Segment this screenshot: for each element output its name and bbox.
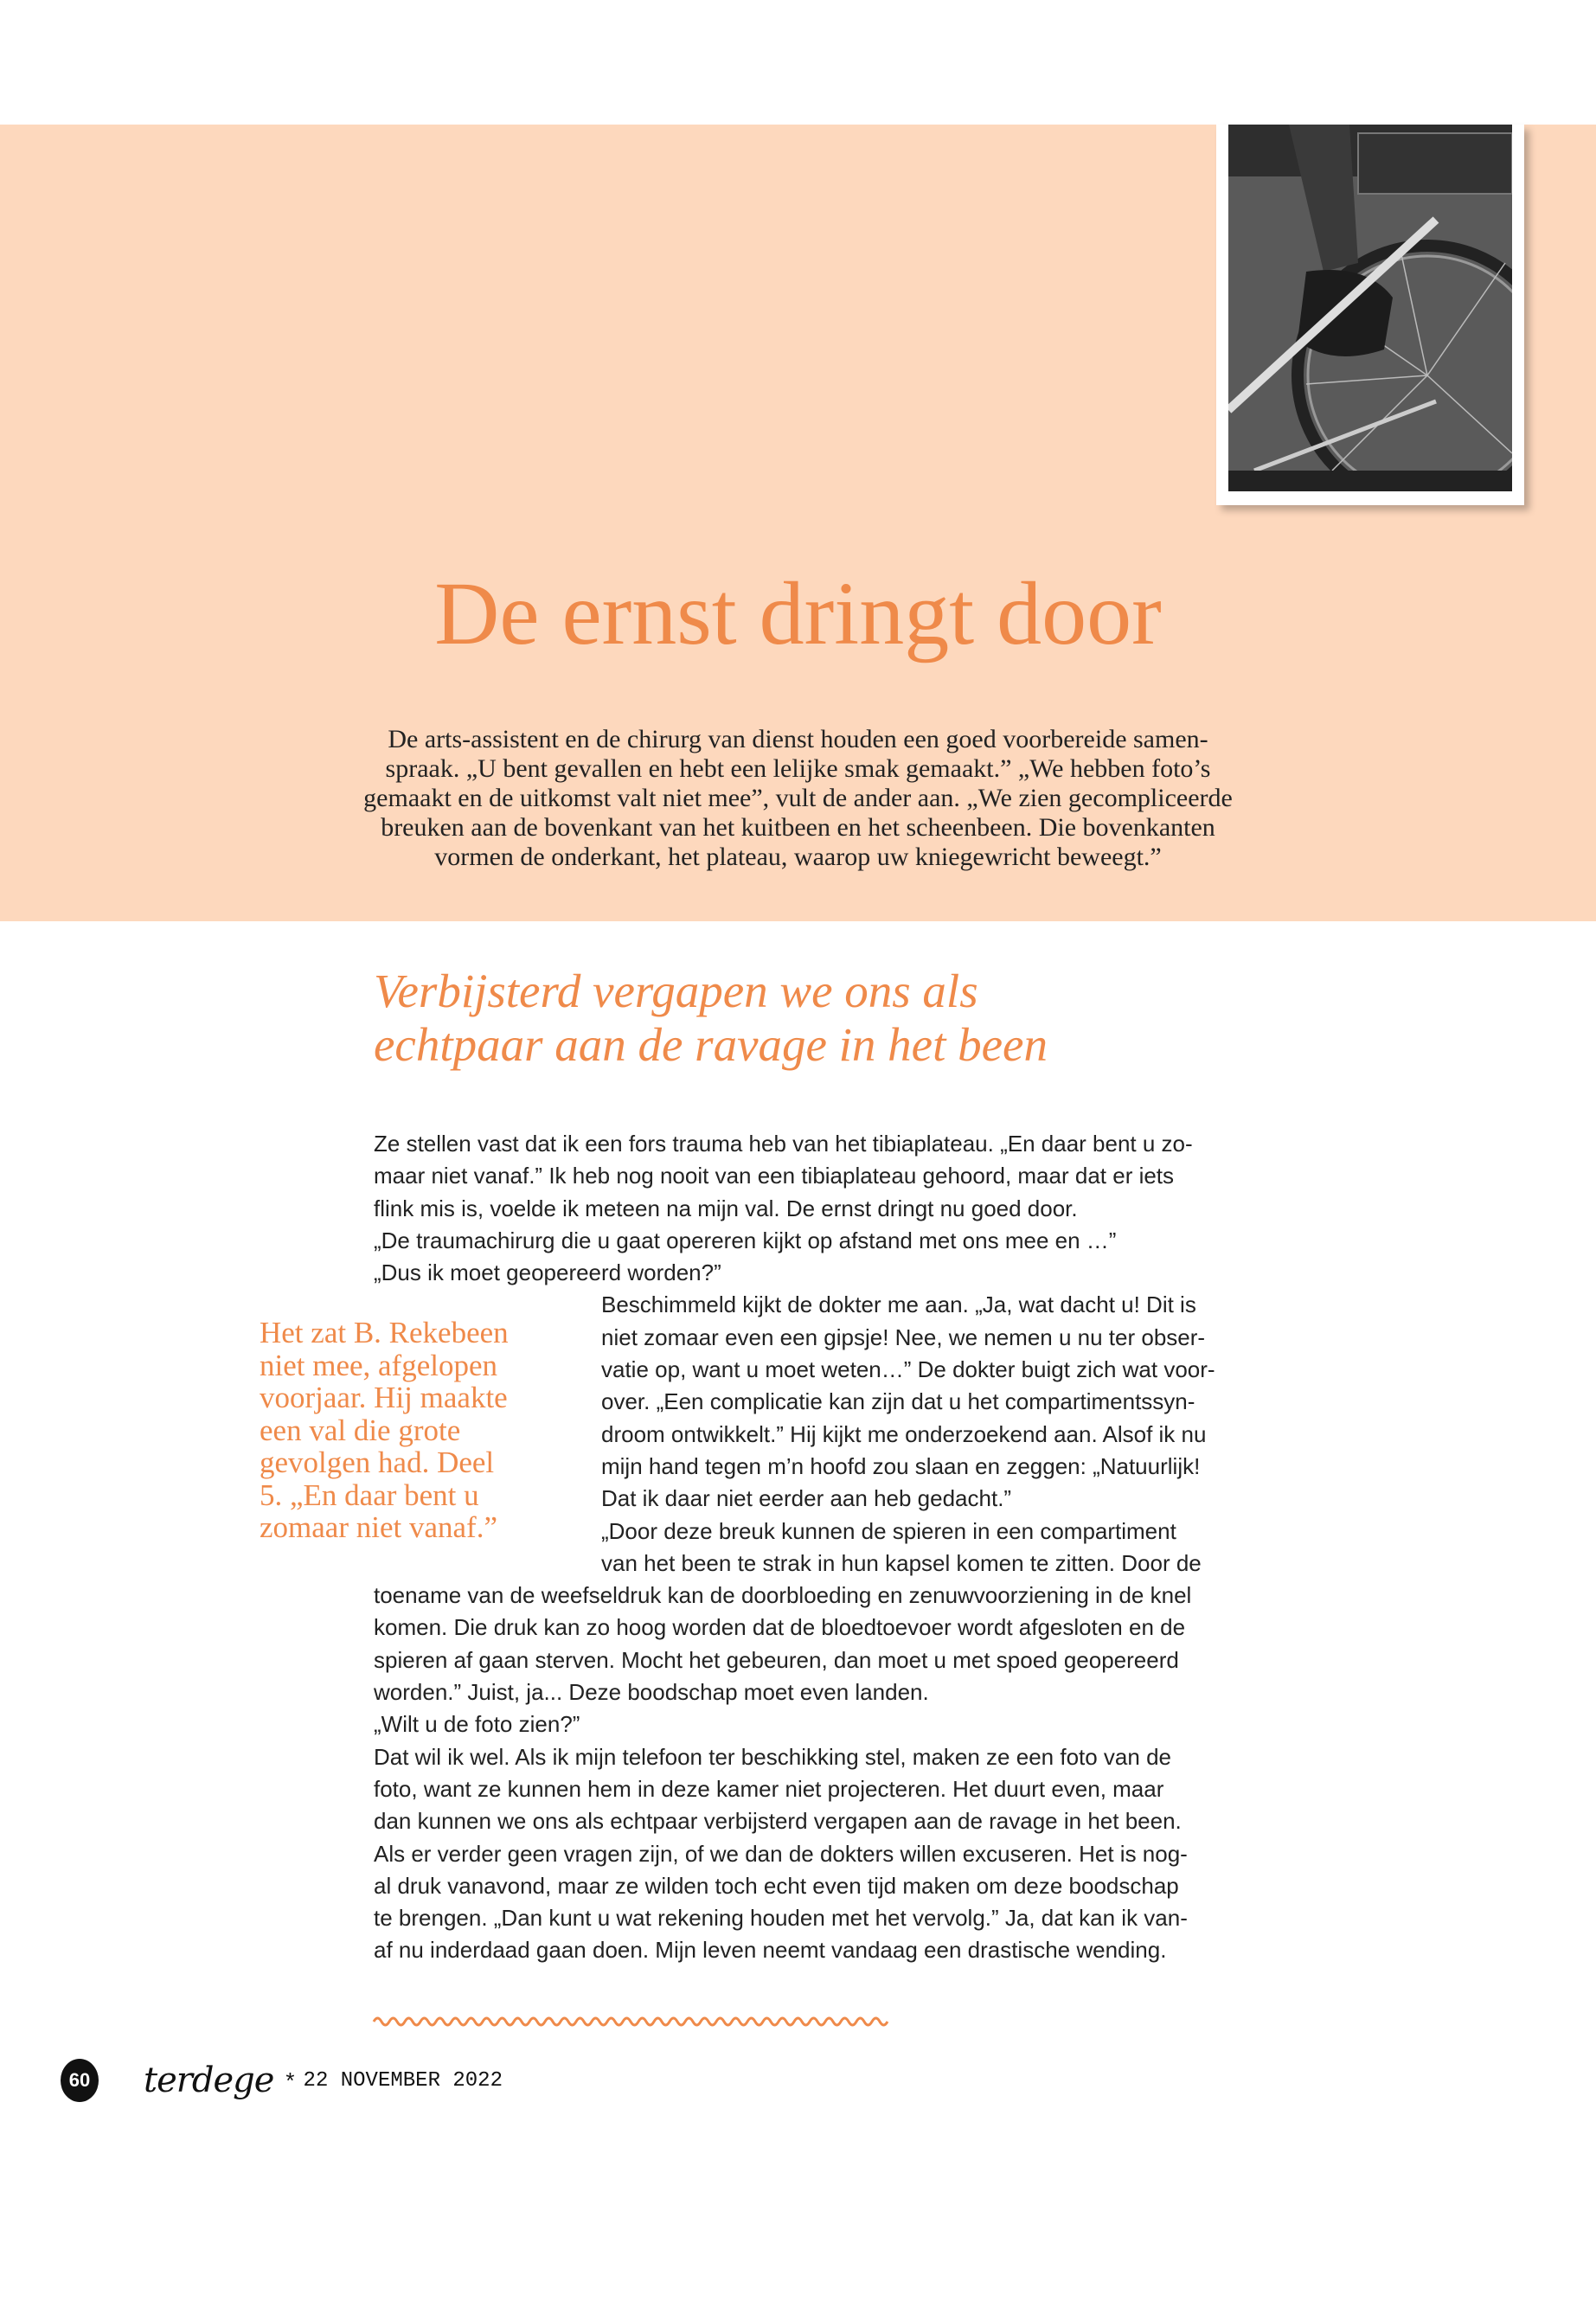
intro-line: gemaakt en de uitkomst valt niet mee”, vult de ander aan. „We zien gecompliceerde (363, 784, 1233, 812)
body-line: over. „Een complicatie kan zijn dat u het compartimentssyn- (601, 1388, 1195, 1415)
intro-paragraph (216, 725, 1380, 872)
body-line: toename van de weefseldruk kan de doorbloeding en zenuwvoorziening in de knel (374, 1582, 1192, 1609)
asterisk-icon: * (285, 2067, 295, 2093)
body-line: te brengen. „Dan kunt u wat rekening houden met het vervolg.” Ja, dat kan ik van- (374, 1905, 1188, 1932)
bicycle-photo (1216, 125, 1524, 505)
body-line: „Wilt u de foto zien?” (374, 1711, 580, 1738)
subheading-line: echtpaar aan de ravage in het been (374, 1018, 1048, 1071)
body-line: komen. Die druk kan zo hoog worden dat de bloedtoevoer wordt afgesloten en de (374, 1614, 1186, 1641)
wavy-divider (372, 2011, 891, 2032)
bicycle-image (1228, 125, 1512, 491)
body-line: worden.” Juist, ja... Deze boodschap moet even landen. (374, 1679, 929, 1706)
body-line: niet zomaar even een gipsje! Nee, we nemen u nu ter obser- (601, 1324, 1206, 1350)
terdege-logo: terdege (144, 2061, 274, 2100)
page-footer (61, 2059, 503, 2102)
body-line: af nu inderdaad gaan doen. Mijn leven neemt vandaag een drastische wending. (374, 1937, 1167, 1964)
subheading (374, 965, 1048, 1072)
body-line: vatie op, want u moet weten…” De dokter buigt zich wat voor- (601, 1356, 1215, 1383)
body-line: Dat ik daar niet eerder aan heb gedacht.” (601, 1485, 1012, 1512)
body-line: „De traumachirurg die u gaat opereren kijkt op afstand met ons mee en …” (374, 1227, 1117, 1253)
body-line: Als er verder geen vragen zijn, of we dan de dokters willen excuseren. Het is nog- (374, 1840, 1188, 1867)
body-line: flink mis is, voelde ik meteen na mijn val. De ernst dringt nu goed door. (374, 1195, 1078, 1221)
body-line: van het been te strak in hun kapsel komen te zitten. Door de (601, 1549, 1202, 1576)
subheading-line: Verbijsterd vergapen we ons als (374, 965, 978, 1017)
pull-quote-line: zomaar niet vanaf.” (260, 1510, 497, 1544)
body-line: spieren af gaan sterven. Mocht het gebeuren, dan moet u met spoed geopereerd (374, 1646, 1179, 1673)
pull-quote-line: gevolgen had. Deel (260, 1445, 495, 1479)
intro-line: spraak. „U bent gevallen en hebt een lelijke smak gemaakt.” „We hebben foto’s (385, 754, 1211, 783)
body-line: al druk vanavond, maar ze wilden toch echt even tijd maken om deze boodschap (374, 1872, 1179, 1899)
pull-quote-line: een val die grote (260, 1413, 461, 1447)
body-line: Dat wil ik wel. Als ik mijn telefoon ter beschikking stel, maken ze een foto van de (374, 1743, 1171, 1770)
body-line: mijn hand tegen m’n hoofd zou slaan en zeggen: „Natuurlijk! (601, 1452, 1201, 1479)
pull-quote-line: voorjaar. Hij maakte (260, 1381, 508, 1414)
body-line: dan kunnen we ons als echtpaar verbijsterd vergapen aan de ravage in het been. (374, 1808, 1182, 1835)
pull-quote (260, 1317, 509, 1544)
body-line: Beschimmeld kijkt de dokter me aan. „Ja, wat dacht u! Dit is (601, 1292, 1196, 1318)
intro-line: vormen de onderkant, het plateau, waarop uw kniegewricht beweegt.” (434, 843, 1162, 871)
body-line: „Door deze breuk kunnen de spieren in een compartiment (601, 1517, 1176, 1544)
body-line: „Dus ik moet geopereerd worden?” (374, 1259, 721, 1286)
page-number: 60 (61, 2059, 99, 2102)
body-line: Ze stellen vast dat ik een fors trauma heb van het tibiaplateau. „En daar bent u zo- (374, 1131, 1193, 1157)
body-line: droom ontwikkelt.” Hij kijkt me onderzoekend aan. Alsof ik nu (601, 1420, 1207, 1447)
article-title: De ernst dringt door (434, 564, 1162, 663)
body-text (374, 1128, 1215, 1967)
issue-date: 22 NOVEMBER 2022 (303, 2068, 503, 2093)
body-line: maar niet vanaf.” Ik heb nog nooit van een tibiaplateau gehoord, maar dat er iets (374, 1163, 1175, 1189)
body-line: foto, want ze kunnen hem in deze kamer niet projecteren. Het duurt even, maar (374, 1775, 1164, 1802)
pull-quote-line: 5. „En daar bent u (260, 1477, 479, 1512)
pull-quote-line: Het zat B. Rekebeen (260, 1316, 509, 1349)
pull-quote-line: niet mee, afgelopen (260, 1348, 498, 1382)
intro-line: De arts-assistent en de chirurg van dienst houden een goed voorbereide samen- (388, 725, 1208, 753)
intro-line: breuken aan de bovenkant van het kuitbeen en het scheenbeen. Die bovenkanten (381, 813, 1215, 842)
